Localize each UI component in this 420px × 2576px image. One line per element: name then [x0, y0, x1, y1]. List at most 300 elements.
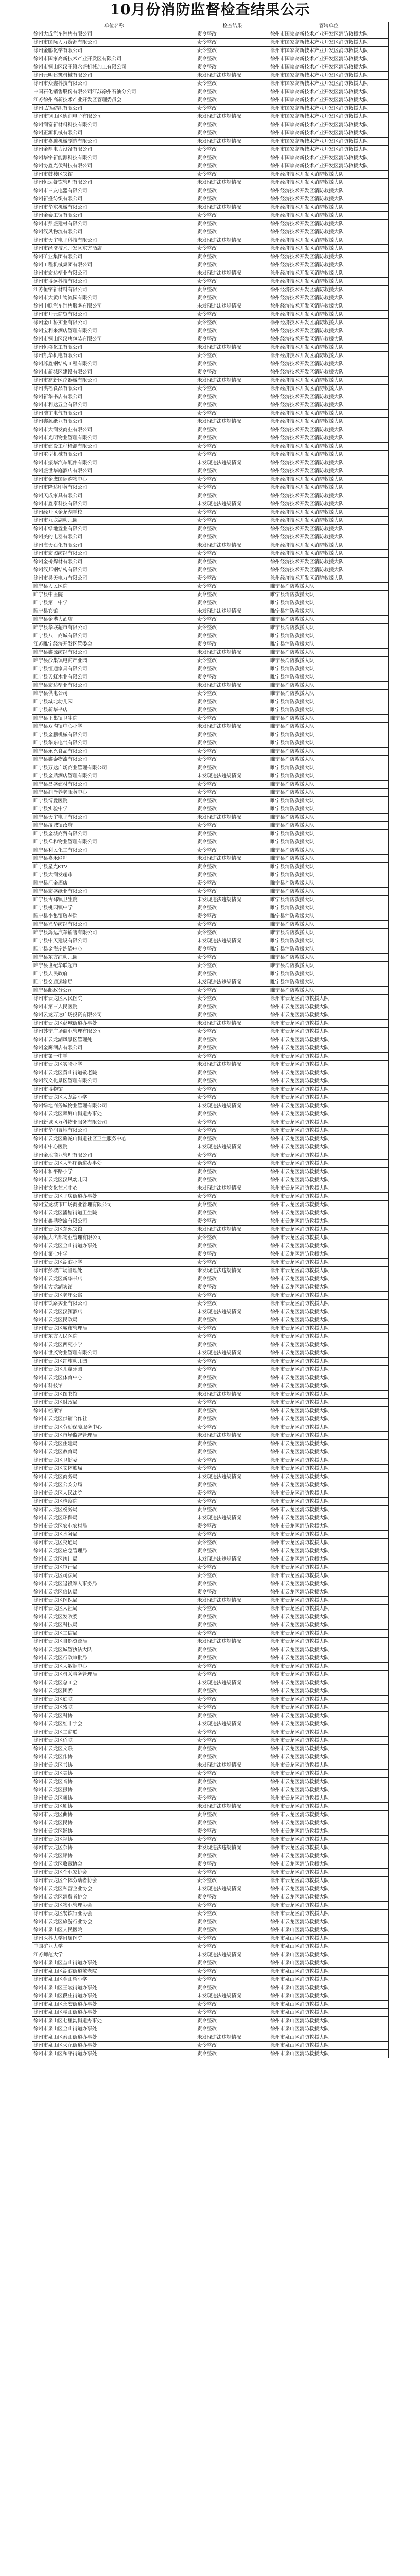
cell-jurisdiction: 徐州市云龙区消防救援大队 — [269, 1036, 389, 1044]
table-row — [32, 1217, 389, 1226]
cell-jurisdiction: 睢宁县消防救援大队 — [269, 822, 389, 830]
table-row — [32, 1630, 389, 1638]
cell-result: 责令整改 — [196, 492, 269, 500]
table-row — [32, 970, 389, 978]
cell-result: 责令整改 — [196, 80, 269, 88]
cell-unit-name: 徐州经开区金龙湖学校 — [32, 509, 196, 517]
cell-jurisdiction: 徐州市国家高新技术产业开发区消防救援大队 — [269, 162, 389, 171]
cell-result: 责令整改 — [196, 2001, 269, 2009]
cell-result: 责令整改 — [196, 96, 269, 105]
cell-jurisdiction: 徐州市云龙区消防救援大队 — [269, 1803, 389, 1811]
table-row — [32, 748, 389, 756]
cell-jurisdiction: 徐州市云龙区消防救援大队 — [269, 1110, 389, 1118]
cell-unit-name: 睢宁县昌盛建材有限公司 — [32, 781, 196, 789]
cell-unit-name: 徐州市云龙区翠屏山街道办事处 — [32, 1110, 196, 1118]
cell-jurisdiction: 徐州市云龙区消防救援大队 — [269, 1341, 389, 1349]
table-row — [32, 978, 389, 987]
table-row — [32, 171, 389, 179]
cell-jurisdiction: 睢宁县消防救援大队 — [269, 781, 389, 789]
cell-unit-name: 徐州市云龙区汉源酒店 — [32, 1308, 196, 1316]
cell-unit-name: 徐州市绿地置业有限公司 — [32, 525, 196, 533]
cell-jurisdiction: 徐州市国家高新技术产业开发区消防救援大队 — [269, 39, 389, 47]
cell-result: 未发现违法违规情况 — [196, 1349, 269, 1358]
cell-jurisdiction: 徐州经济技术开发区消防救援大队 — [269, 410, 389, 418]
cell-result: 责令整改 — [196, 954, 269, 962]
table-row — [32, 1391, 389, 1399]
cell-unit-name: 徐州市云龙区收藏协会 — [32, 1860, 196, 1869]
cell-result: 责令整改 — [196, 781, 269, 789]
cell-unit-name: 徐州市国家高新技术产业开发区有限公司 — [32, 55, 196, 63]
table-row — [32, 1275, 389, 1283]
inspection-results-table — [32, 22, 389, 2058]
cell-unit-name: 徐州市云龙区发改委 — [32, 1613, 196, 1621]
cell-result: 未发现违法违规情况 — [196, 1885, 269, 1893]
cell-jurisdiction: 徐州市云龙区消防救援大队 — [269, 1902, 389, 1910]
cell-jurisdiction: 徐州经济技术开发区消防救援大队 — [269, 327, 389, 335]
cell-unit-name: 徐州市中心医院 — [32, 1143, 196, 1151]
cell-unit-name: 徐州市泉山区永安街道办事处 — [32, 2001, 196, 2009]
table-row — [32, 1481, 389, 1489]
cell-result: 责令整改 — [196, 171, 269, 179]
cell-jurisdiction: 睢宁县消防救援大队 — [269, 616, 389, 624]
cell-result: 责令整改 — [196, 1234, 269, 1242]
cell-result: 责令整改 — [196, 1465, 269, 1473]
cell-result: 责令整改 — [196, 739, 269, 748]
table-row — [32, 146, 389, 154]
cell-result: 未发现违法违规情况 — [196, 1143, 269, 1151]
cell-result: 责令整改 — [196, 278, 269, 286]
cell-result: 责令整改 — [196, 1168, 269, 1176]
cell-result: 责令整改 — [196, 187, 269, 195]
cell-result: 责令整改 — [196, 393, 269, 401]
cell-jurisdiction: 徐州市云龙区消防救援大队 — [269, 1053, 389, 1061]
cell-unit-name: 徐州弘锦纺织有限公司 — [32, 105, 196, 113]
cell-result: 责令整改 — [196, 39, 269, 47]
cell-unit-name: 徐州市云龙区影协 — [32, 1827, 196, 1836]
cell-jurisdiction: 徐州市云龙区消防救援大队 — [269, 1201, 389, 1209]
table-row — [32, 698, 389, 706]
cell-unit-name: 睢宁县中天建设有限公司 — [32, 937, 196, 945]
cell-result: 责令整改 — [196, 830, 269, 838]
cell-unit-name: 徐州大成汽车销售有限公司 — [32, 30, 196, 39]
cell-unit-name: 徐州市云龙区民政局 — [32, 1316, 196, 1325]
cell-jurisdiction: 徐州市泉山区消防救援大队 — [269, 1926, 389, 1935]
cell-unit-name: 徐州中联汽车销售服务有限公司 — [32, 302, 196, 311]
cell-jurisdiction: 徐州经济技术开发区消防救援大队 — [269, 566, 389, 574]
table-row — [32, 945, 389, 954]
cell-jurisdiction: 徐州市云龙区消防救援大队 — [269, 1011, 389, 1020]
cell-result: 责令整改 — [196, 1316, 269, 1325]
cell-jurisdiction: 徐州市云龙区消防救援大队 — [269, 1547, 389, 1555]
cell-jurisdiction: 徐州市云龙区消防救援大队 — [269, 1514, 389, 1522]
cell-result: 未发现违法违规情况 — [196, 1391, 269, 1399]
cell-unit-name: 徐州市云龙区潘塘街道卫生院 — [32, 1209, 196, 1217]
cell-jurisdiction: 睢宁县消防救援大队 — [269, 739, 389, 748]
cell-jurisdiction: 徐州市泉山区消防救援大队 — [269, 2050, 389, 2058]
cell-unit-name: 徐州市云龙区农业农村局 — [32, 1522, 196, 1531]
table-row — [32, 1028, 389, 1036]
cell-result: 责令整改 — [196, 1712, 269, 1720]
table-row — [32, 39, 389, 47]
cell-result: 责令整改 — [196, 1646, 269, 1654]
cell-unit-name: 徐州市云龙区西苑小学 — [32, 1341, 196, 1349]
cell-unit-name: 徐州市铜山区汉唐包装有限公司 — [32, 335, 196, 344]
cell-unit-name: 徐州市铜山区汉王镇永盛机械加工有限公司 — [32, 63, 196, 72]
cell-result: 未发现违法违规情况 — [196, 1761, 269, 1770]
cell-jurisdiction: 徐州市云龙区消防救援大队 — [269, 1366, 389, 1374]
cell-unit-name: 徐州市云龙区汉风幼儿园 — [32, 1176, 196, 1184]
table-row — [32, 541, 389, 550]
table-row — [32, 2025, 389, 2033]
table-row — [32, 1160, 389, 1168]
cell-result: 责令整改 — [196, 1366, 269, 1374]
cell-result: 责令整改 — [196, 715, 269, 723]
cell-result: 责令整改 — [196, 1341, 269, 1349]
cell-result: 责令整改 — [196, 1053, 269, 1061]
cell-jurisdiction: 徐州市云龙区消防救援大队 — [269, 1391, 389, 1399]
cell-jurisdiction: 徐州市云龙区消防救援大队 — [269, 1160, 389, 1168]
table-row — [32, 1011, 389, 1020]
cell-unit-name: 徐州市和平路小学 — [32, 1168, 196, 1176]
table-row — [32, 1943, 389, 1951]
table-row — [32, 764, 389, 772]
cell-result: 未发现违法违规情况 — [196, 344, 269, 352]
table-row — [32, 121, 389, 129]
cell-result: 责令整改 — [196, 1877, 269, 1885]
cell-result: 责令整改 — [196, 1127, 269, 1135]
cell-result: 责令整改 — [196, 1498, 269, 1506]
cell-unit-name: 徐州市第七中学 — [32, 1250, 196, 1259]
table-header-row — [32, 22, 389, 30]
cell-unit-name: 睢宁县桃园镇中学 — [32, 904, 196, 912]
table-row — [32, 1968, 389, 1976]
cell-unit-name: 徐州市经济技术开发区东方酒店 — [32, 245, 196, 253]
cell-result: 责令整改 — [196, 1860, 269, 1869]
cell-result: 责令整改 — [196, 822, 269, 830]
cell-unit-name: 睢宁县永兴食品有限公司 — [32, 748, 196, 756]
cell-unit-name: 徐州汉风物流有限公司 — [32, 228, 196, 236]
cell-jurisdiction: 徐州市云龙区消防救援大队 — [269, 1869, 389, 1877]
table-row — [32, 995, 389, 1003]
cell-result: 责令整改 — [196, 558, 269, 566]
cell-result: 责令整改 — [196, 789, 269, 797]
cell-unit-name: 徐州华宇新能源科技有限公司 — [32, 154, 196, 162]
table-row — [32, 1819, 389, 1827]
cell-unit-name: 徐州市华东机械有限公司 — [32, 204, 196, 212]
table-row — [32, 1687, 389, 1696]
cell-unit-name: 徐州市云龙区舞协 — [32, 1794, 196, 1803]
table-row — [32, 550, 389, 558]
cell-unit-name: 徐州苏宁广场商业管理有限公司 — [32, 1028, 196, 1036]
cell-unit-name: 徐州市嘉腾机械制造有限公司 — [32, 138, 196, 146]
cell-unit-name: 徐州金泰工贸有限公司 — [32, 212, 196, 220]
cell-result: 责令整改 — [196, 1217, 269, 1226]
cell-jurisdiction: 睢宁县消防救援大队 — [269, 962, 389, 970]
cell-jurisdiction: 徐州市云龙区消防救援大队 — [269, 1770, 389, 1778]
cell-jurisdiction: 睢宁县消防救援大队 — [269, 921, 389, 929]
cell-result: 责令整改 — [196, 105, 269, 113]
cell-jurisdiction: 徐州市云龙区消防救援大队 — [269, 1572, 389, 1580]
cell-unit-name: 徐州市云龙区人民医院 — [32, 995, 196, 1003]
cell-unit-name: 徐州市云龙区信访局 — [32, 1588, 196, 1597]
table-row — [32, 1605, 389, 1613]
cell-jurisdiction: 徐州市云龙区消防救援大队 — [269, 1094, 389, 1102]
table-row — [32, 1061, 389, 1069]
cell-result: 责令整改 — [196, 1283, 269, 1292]
cell-jurisdiction: 睢宁县消防救援大队 — [269, 945, 389, 954]
table-row — [32, 2050, 389, 2058]
cell-result: 责令整改 — [196, 1135, 269, 1143]
cell-jurisdiction: 徐州经济技术开发区消防救援大队 — [269, 187, 389, 195]
cell-jurisdiction: 睢宁县消防救援大队 — [269, 855, 389, 863]
cell-unit-name: 徐州市云龙区美协 — [32, 1770, 196, 1778]
cell-unit-name: 睢宁县汇金酒店 — [32, 879, 196, 888]
cell-unit-name: 徐州市开元商贸有限公司 — [32, 311, 196, 319]
cell-result: 责令整改 — [196, 220, 269, 228]
cell-jurisdiction: 睢宁县消防救援大队 — [269, 715, 389, 723]
cell-unit-name: 徐州新盛纺织有限公司 — [32, 195, 196, 204]
cell-result: 责令整改 — [196, 929, 269, 937]
cell-result: 未发现违法违规情况 — [196, 1638, 269, 1646]
cell-jurisdiction: 徐州经济技术开发区消防救援大队 — [269, 368, 389, 377]
cell-jurisdiction: 徐州市云龙区消防救援大队 — [269, 1086, 389, 1094]
cell-jurisdiction: 徐州市云龙区消防救援大队 — [269, 1539, 389, 1547]
table-row — [32, 1992, 389, 2001]
table-row — [32, 335, 389, 344]
cell-jurisdiction: 徐州经济技术开发区消防救援大队 — [269, 533, 389, 541]
cell-result: 责令整改 — [196, 1044, 269, 1053]
cell-jurisdiction: 徐州市云龙区消防救援大队 — [269, 1852, 389, 1860]
cell-jurisdiction: 徐州市云龙区消防救援大队 — [269, 1836, 389, 1844]
table-row — [32, 607, 389, 616]
cell-result: 责令整改 — [196, 1358, 269, 1366]
cell-unit-name: 睢宁县金港大酒店 — [32, 616, 196, 624]
cell-result: 责令整改 — [196, 871, 269, 879]
cell-jurisdiction: 睢宁县消防救援大队 — [269, 756, 389, 764]
cell-unit-name: 徐州市泉山区王陵街道办事处 — [32, 1984, 196, 1992]
cell-jurisdiction: 徐州市国家高新技术产业开发区消防救援大队 — [269, 121, 389, 129]
cell-jurisdiction: 徐州经济技术开发区消防救援大队 — [269, 550, 389, 558]
cell-result: 责令整改 — [196, 1094, 269, 1102]
cell-jurisdiction: 徐州市泉山区消防救援大队 — [269, 2025, 389, 2033]
cell-unit-name: 徐州市金鹰国际购物中心 — [32, 476, 196, 484]
cell-jurisdiction: 徐州市云龙区消防救援大队 — [269, 1267, 389, 1275]
table-row — [32, 1489, 389, 1498]
cell-result: 责令整改 — [196, 451, 269, 459]
cell-jurisdiction: 睢宁县消防救援大队 — [269, 731, 389, 739]
cell-jurisdiction: 徐州市云龙区消防救援大队 — [269, 1456, 389, 1465]
cell-jurisdiction: 徐州市泉山区消防救援大队 — [269, 1959, 389, 1968]
cell-unit-name: 睢宁县世纪华联超市 — [32, 962, 196, 970]
table-row — [32, 896, 389, 904]
cell-jurisdiction: 睢宁县消防救援大队 — [269, 748, 389, 756]
cell-jurisdiction: 睢宁县消防救援大队 — [269, 599, 389, 607]
cell-result: 责令整改 — [196, 945, 269, 954]
table-row — [32, 624, 389, 632]
cell-result: 责令整改 — [196, 921, 269, 929]
cell-jurisdiction: 徐州市云龙区消防救援大队 — [269, 1811, 389, 1819]
table-row — [32, 1226, 389, 1234]
table-row — [32, 1539, 389, 1547]
cell-result: 未发现违法违规情况 — [196, 179, 269, 187]
cell-result: 未发现违法违规情况 — [196, 138, 269, 146]
cell-result: 责令整改 — [196, 1621, 269, 1630]
cell-jurisdiction: 徐州市云龙区消防救援大队 — [269, 1234, 389, 1242]
cell-unit-name: 睢宁县天宇电子有限公司 — [32, 814, 196, 822]
cell-result: 责令整改 — [196, 1440, 269, 1448]
table-row — [32, 500, 389, 509]
cell-unit-name: 徐州市云龙区审计局 — [32, 1564, 196, 1572]
cell-jurisdiction: 睢宁县消防救援大队 — [269, 863, 389, 871]
cell-result: 责令整改 — [196, 335, 269, 344]
cell-jurisdiction: 徐州市云龙区消防救援大队 — [269, 1737, 389, 1745]
cell-unit-name: 徐州洪福食品有限公司 — [32, 385, 196, 393]
cell-jurisdiction: 睢宁县消防救援大队 — [269, 723, 389, 731]
cell-unit-name: 徐州浩宇电气有限公司 — [32, 410, 196, 418]
cell-jurisdiction: 睢宁县消防救援大队 — [269, 987, 389, 995]
table-row — [32, 1918, 389, 1926]
cell-unit-name: 睢宁县星光KTV — [32, 863, 196, 871]
cell-jurisdiction: 徐州市云龙区消防救援大队 — [269, 1696, 389, 1704]
cell-jurisdiction: 徐州市云龙区消防救援大队 — [269, 1440, 389, 1448]
table-row — [32, 1836, 389, 1844]
cell-unit-name: 徐州市云龙区黄山街道敬老院 — [32, 1069, 196, 1077]
cell-jurisdiction: 徐州经济技术开发区消防救援大队 — [269, 509, 389, 517]
cell-unit-name: 睢宁县供电公司 — [32, 690, 196, 698]
table-row — [32, 1869, 389, 1877]
cell-jurisdiction: 徐州市云龙区消防救援大队 — [269, 1259, 389, 1267]
cell-result: 责令整改 — [196, 1374, 269, 1382]
table-row — [32, 937, 389, 945]
cell-jurisdiction: 徐州市云龙区消防救援大队 — [269, 1613, 389, 1621]
cell-result: 责令整改 — [196, 1250, 269, 1259]
table-row — [32, 904, 389, 912]
cell-result: 责令整改 — [196, 1663, 269, 1671]
cell-jurisdiction: 徐州市泉山区消防救援大队 — [269, 1968, 389, 1976]
cell-result: 责令整改 — [196, 591, 269, 599]
cell-unit-name: 徐州恒盛化工有限公司 — [32, 344, 196, 352]
cell-unit-name: 睢宁县宏盛纸业有限公司 — [32, 888, 196, 896]
table-row — [32, 1423, 389, 1432]
table-row — [32, 863, 389, 871]
cell-jurisdiction: 徐州经济技术开发区消防救援大队 — [269, 171, 389, 179]
table-row — [32, 1910, 389, 1918]
cell-jurisdiction: 徐州市云龙区消防救援大队 — [269, 1860, 389, 1869]
cell-result: 未发现违法违规情况 — [196, 1184, 269, 1193]
cell-unit-name: 徐州市云龙区医保局 — [32, 1597, 196, 1605]
cell-jurisdiction: 徐州市云龙区消防救援大队 — [269, 1753, 389, 1761]
table-row — [32, 1193, 389, 1201]
cell-result: 责令整改 — [196, 599, 269, 607]
cell-unit-name: 徐州市云龙区消费者协会 — [32, 1893, 196, 1902]
cell-result: 责令整改 — [196, 657, 269, 665]
cell-jurisdiction: 徐州市云龙区消防救援大队 — [269, 1827, 389, 1836]
cell-jurisdiction: 徐州市云龙区消防救援大队 — [269, 1498, 389, 1506]
table-row — [32, 459, 389, 467]
table-row — [32, 1399, 389, 1407]
cell-result: 责令整改 — [196, 30, 269, 39]
cell-result: 未发现违法违规情况 — [196, 1473, 269, 1481]
cell-unit-name: 徐州金山桥实业有限公司 — [32, 319, 196, 327]
table-row — [32, 1522, 389, 1531]
table-row — [32, 954, 389, 962]
cell-jurisdiction: 徐州经济技术开发区消防救援大队 — [269, 500, 389, 509]
table-row — [32, 492, 389, 500]
table-row — [32, 723, 389, 731]
cell-unit-name: 徐州市云龙区退役军人事务局 — [32, 1580, 196, 1588]
table-row — [32, 1415, 389, 1423]
cell-unit-name: 徐州市云龙区劳动保障服务中心 — [32, 1423, 196, 1432]
cell-unit-name: 徐州市云龙区杂协 — [32, 1844, 196, 1852]
cell-jurisdiction: 徐州市云龙区消防救援大队 — [269, 1481, 389, 1489]
cell-jurisdiction: 睢宁县消防救援大队 — [269, 937, 389, 945]
cell-result: 责令整改 — [196, 476, 269, 484]
cell-unit-name: 徐州新城区万科物业服务有限公司 — [32, 1118, 196, 1127]
cell-unit-name: 徐州市宏达塑业有限公司 — [32, 269, 196, 278]
cell-result: 责令整改 — [196, 1151, 269, 1160]
cell-result: 责令整改 — [196, 1819, 269, 1827]
table-row — [32, 1638, 389, 1646]
cell-unit-name: 徐州市大润发商业有限公司 — [32, 426, 196, 434]
cell-result: 责令整改 — [196, 1011, 269, 1020]
table-row — [32, 1448, 389, 1456]
header-result: 检查结果 — [196, 22, 269, 30]
cell-unit-name: 徐州市文化艺术中心 — [32, 1184, 196, 1193]
table-row — [32, 1778, 389, 1786]
table-row — [32, 1555, 389, 1564]
cell-jurisdiction: 徐州市国家高新技术产业开发区消防救援大队 — [269, 113, 389, 121]
cell-unit-name: 徐州盛世华庭酒店有限公司 — [32, 467, 196, 476]
cell-jurisdiction: 徐州经济技术开发区消防救援大队 — [269, 467, 389, 476]
cell-result: 未发现违法违规情况 — [196, 607, 269, 616]
cell-unit-name: 徐州市云龙区体育中心 — [32, 1374, 196, 1382]
cell-unit-name: 徐州凯华机电有限公司 — [32, 352, 196, 360]
cell-unit-name: 徐州市博物馆 — [32, 1086, 196, 1094]
table-row — [32, 1308, 389, 1316]
cell-jurisdiction: 徐州市云龙区消防救援大队 — [269, 1918, 389, 1926]
cell-unit-name: 徐州市云龙区检察院 — [32, 1498, 196, 1506]
table-row — [32, 1341, 389, 1349]
table-row — [32, 1003, 389, 1011]
cell-jurisdiction: 徐州经济技术开发区消防救援大队 — [269, 245, 389, 253]
cell-jurisdiction: 睢宁县消防救援大队 — [269, 764, 389, 772]
table-row — [32, 1292, 389, 1300]
cell-result: 责令整改 — [196, 1753, 269, 1761]
table-row — [32, 962, 389, 970]
cell-jurisdiction: 徐州经济技术开发区消防救援大队 — [269, 195, 389, 204]
cell-jurisdiction: 睢宁县消防救援大队 — [269, 896, 389, 904]
cell-result: 责令整改 — [196, 1902, 269, 1910]
cell-jurisdiction: 徐州市云龙区消防救援大队 — [269, 1292, 389, 1300]
table-row — [32, 1086, 389, 1094]
table-row — [32, 1514, 389, 1522]
table-row — [32, 1201, 389, 1209]
table-row — [32, 1976, 389, 1984]
cell-unit-name: 徐州市鼓楼区宾馆 — [32, 171, 196, 179]
cell-result: 责令整改 — [196, 1333, 269, 1341]
cell-unit-name: 徐州市泉山区翟山街道办事处 — [32, 2009, 196, 2017]
cell-unit-name: 徐州市泉山区湖滨街道敬老院 — [32, 1968, 196, 1976]
cell-result: 责令整改 — [196, 550, 269, 558]
table-row — [32, 393, 389, 401]
table-row — [32, 1020, 389, 1028]
cell-result: 责令整改 — [196, 764, 269, 772]
table-row — [32, 1300, 389, 1308]
cell-result: 责令整改 — [196, 1893, 269, 1902]
table-row — [32, 286, 389, 294]
cell-unit-name: 徐州金桥焊材有限公司 — [32, 558, 196, 566]
cell-unit-name: 徐州绿地商务城物业管理有限公司 — [32, 1102, 196, 1110]
